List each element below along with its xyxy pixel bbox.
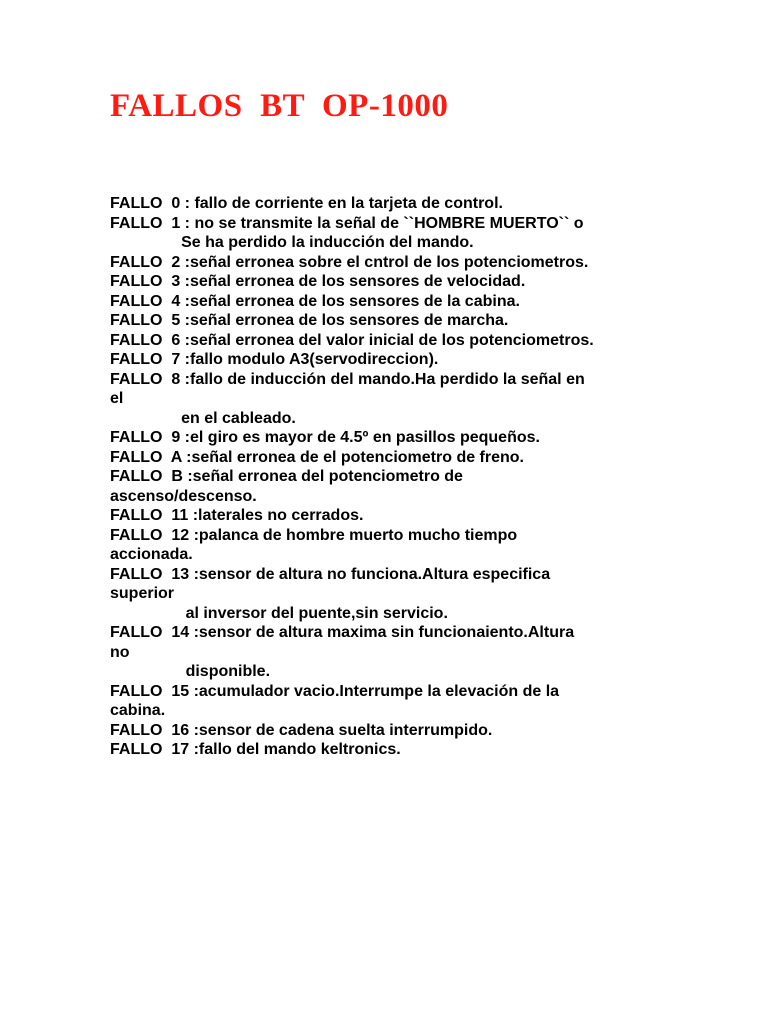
- fault-line: cabina.: [110, 702, 166, 719]
- fault-line: FALLO 11 :laterales no cerrados.: [110, 507, 364, 524]
- fault-line: FALLO 15 :acumulador vacio.Interrumpe la elevación de la: [110, 682, 560, 700]
- fault-line: disponible.: [110, 663, 271, 680]
- fault-line: FALLO 9 :el giro es mayor de 4.5º en pasillos pequeños.: [110, 429, 540, 446]
- fault-line: FALLO 14 :sensor de altura maxima sin funcionaiento.Altura: [110, 624, 575, 641]
- fault-line: en el cableado.: [110, 409, 296, 427]
- fault-line: FALLO 5 :señal erronea de los sensores de marcha.: [110, 312, 509, 329]
- fault-line: FALLO 7 :fallo modulo A3(servodireccion).: [110, 351, 439, 368]
- fault-line: FALLO 1 : no se transmite la señal de ``HOMBRE MUERTO`` o: [110, 214, 584, 232]
- fault-line: FALLO 13 :sensor de altura no funciona.Altura especifica: [110, 565, 551, 583]
- fault-line: accionada.: [110, 546, 193, 563]
- fault-list: [110, 194, 670, 760]
- fault-line: FALLO 2 :señal erronea sobre el cntrol de los potenciometros.: [110, 253, 589, 271]
- fault-line: superior: [110, 585, 175, 602]
- fault-line: FALLO 6 :señal erronea del valor inicial de los potenciometros.: [110, 331, 594, 349]
- fault-line: FALLO 3 :señal erronea de los sensores de velocidad.: [110, 273, 526, 290]
- fault-line: al inversor del puente,sin servicio.: [110, 604, 448, 622]
- fault-line: Se ha perdido la inducción del mando.: [110, 234, 474, 251]
- fault-line: el: [110, 390, 124, 407]
- fault-line: ascenso/descenso.: [110, 487, 257, 505]
- fault-line: FALLO A :señal erronea de el potenciometro de freno.: [110, 448, 524, 466]
- fault-line: FALLO B :señal erronea del potenciometro de: [110, 468, 463, 485]
- fault-line: FALLO 12 :palanca de hombre muerto mucho tiempo: [110, 526, 518, 544]
- fault-line: no: [110, 643, 130, 661]
- fault-line: FALLO 4 :señal erronea de los sensores de la cabina.: [110, 292, 520, 310]
- fault-line: FALLO 0 : fallo de corriente en la tarjeta de control.: [110, 195, 503, 212]
- document-title: FALLOS BT OP-1000: [110, 88, 449, 124]
- fault-line: FALLO 8 :fallo de inducción del mando.Ha perdido la señal en: [110, 370, 585, 388]
- fault-line: FALLO 16 :sensor de cadena suelta interrumpido.: [110, 721, 493, 739]
- fault-line: FALLO 17 :fallo del mando keltronics.: [110, 741, 401, 758]
